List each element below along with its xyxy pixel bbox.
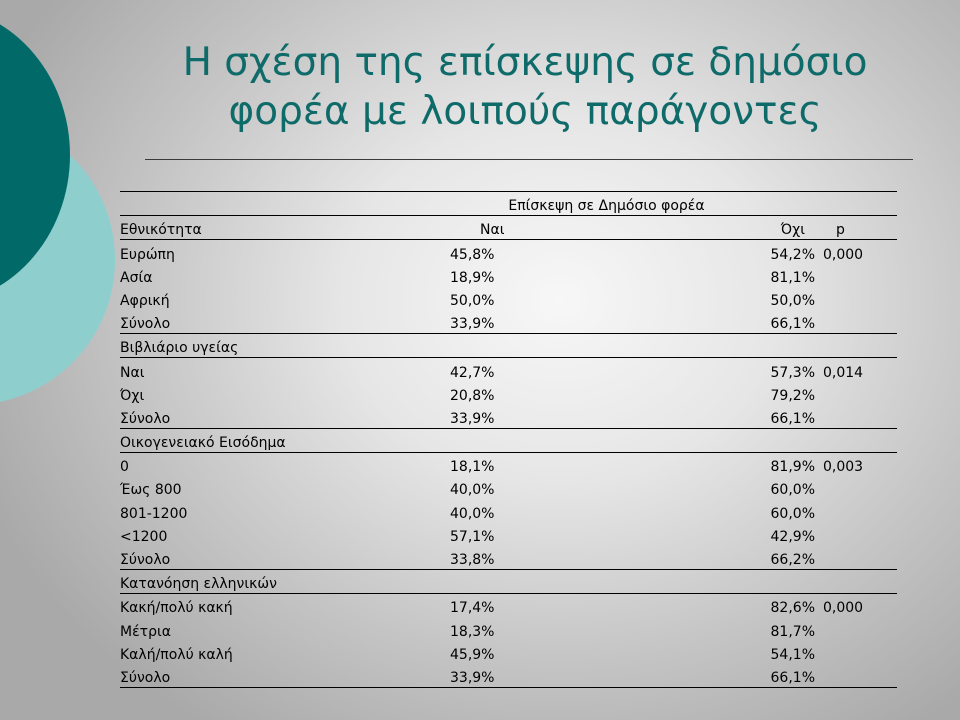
empty-cell — [815, 570, 897, 594]
value-no: 66,1% — [620, 405, 815, 429]
row-label: Σύνολο — [120, 546, 448, 570]
table-row — [120, 499, 897, 522]
value-no: 50,0% — [770, 292, 815, 309]
value-p — [815, 405, 897, 429]
value-p — [815, 382, 897, 405]
row-label: Καλή/πολύ καλή — [120, 646, 233, 663]
table-body — [120, 192, 897, 688]
value-no: 54,1% — [770, 646, 815, 663]
column-header-no: Όχι — [620, 216, 815, 240]
row-label: 801-1200 — [120, 505, 188, 522]
section-header-row — [120, 334, 897, 358]
value-no: 82,6% — [770, 600, 815, 617]
value-p — [815, 546, 897, 570]
value-p: 0,000 — [823, 600, 864, 617]
value-p — [815, 523, 897, 546]
group-header-label: Επίσκεψη σε Δημόσιο φορέα — [448, 192, 815, 216]
value-p: 0,003 — [823, 459, 864, 476]
slide-title — [120, 38, 930, 136]
value-yes: 50,0% — [450, 292, 495, 309]
value-yes: 57,1% — [450, 528, 495, 545]
value-no: 81,9% — [770, 459, 815, 476]
value-yes: 33,9% — [448, 405, 620, 429]
row-label: Μέτρια — [120, 623, 171, 640]
value-yes: 42,7% — [450, 364, 495, 381]
value-yes: 45,9% — [450, 646, 495, 663]
value-no: 57,3% — [770, 364, 815, 381]
value-yes: 40,0% — [450, 482, 495, 499]
table-row — [120, 594, 897, 618]
value-p — [815, 476, 897, 499]
value-p — [815, 664, 897, 688]
value-yes: 20,8% — [450, 387, 495, 404]
value-yes: 45,8% — [450, 246, 495, 263]
table-row — [120, 405, 897, 429]
table-row — [120, 240, 897, 264]
value-yes: 33,9% — [448, 664, 620, 688]
table-row — [120, 287, 897, 310]
empty-cell — [448, 428, 620, 452]
row-label: Ασία — [120, 269, 153, 286]
value-no: 81,1% — [770, 269, 815, 286]
section-title: Οικογενειακό Εισόδημα — [120, 428, 448, 452]
slide-title-line2: φορέα με λοιπούς παράγοντες — [228, 89, 822, 134]
value-p: 0,014 — [823, 364, 864, 381]
value-no: 66,1% — [620, 664, 815, 688]
row-label: Αφρική — [120, 292, 170, 309]
table-row — [120, 358, 897, 382]
cross-tab-table — [120, 191, 897, 688]
value-p: 0,000 — [823, 246, 864, 263]
value-p — [815, 264, 897, 287]
table-row — [120, 264, 897, 287]
row-label: Κακή/πολύ κακή — [120, 600, 233, 617]
empty-cell — [815, 428, 897, 452]
value-yes: 18,9% — [450, 269, 495, 286]
value-no: 66,1% — [620, 310, 815, 334]
value-yes: 40,0% — [450, 505, 495, 522]
group-header-spacer-right — [815, 192, 897, 216]
section-header-row — [120, 570, 897, 594]
value-p — [815, 499, 897, 522]
title-divider — [145, 159, 913, 160]
table-row — [120, 546, 897, 570]
group-header-spacer — [120, 192, 448, 216]
row-label: 0 — [120, 459, 129, 476]
value-yes: 18,1% — [450, 459, 495, 476]
row-label: Όχι — [120, 387, 145, 404]
row-label: Σύνολο — [120, 405, 448, 429]
slide-title-line1: Η σχέση της επίσκεψης σε δημόσιο — [182, 40, 868, 85]
row-label: Έως 800 — [120, 482, 182, 499]
empty-cell — [620, 428, 815, 452]
section-title: Βιβλιάριο υγείας — [120, 334, 448, 358]
empty-cell — [620, 570, 815, 594]
empty-cell — [448, 334, 620, 358]
value-yes: 33,8% — [448, 546, 620, 570]
row-label: Σύνολο — [120, 664, 448, 688]
value-p — [815, 310, 897, 334]
value-p — [815, 641, 897, 664]
column-header-p: p — [815, 216, 897, 240]
value-no: 79,2% — [770, 387, 815, 404]
table-row — [120, 664, 897, 688]
value-no: 60,0% — [770, 505, 815, 522]
row-label: Ευρώπη — [120, 246, 175, 263]
value-no: 42,9% — [770, 528, 815, 545]
table-row — [120, 382, 897, 405]
value-p — [815, 287, 897, 310]
table-row — [120, 310, 897, 334]
section-header-row — [120, 216, 897, 240]
row-label: Σύνολο — [120, 310, 448, 334]
value-p — [815, 617, 897, 640]
section-title: Κατανόηση ελληνικών — [120, 570, 448, 594]
row-label: <1200 — [120, 528, 168, 545]
value-no: 66,2% — [620, 546, 815, 570]
table-row — [120, 523, 897, 546]
section-title: Εθνικότητα — [120, 216, 448, 240]
empty-cell — [620, 334, 815, 358]
value-no: 54,2% — [770, 246, 815, 263]
group-header-row — [120, 192, 897, 216]
empty-cell — [448, 570, 620, 594]
value-yes: 17,4% — [450, 600, 495, 617]
column-header-yes: Ναι — [448, 216, 620, 240]
value-no: 60,0% — [770, 482, 815, 499]
row-label: Ναι — [120, 364, 145, 381]
table-row — [120, 453, 897, 477]
value-yes: 18,3% — [450, 623, 495, 640]
value-yes: 33,9% — [448, 310, 620, 334]
value-no: 81,7% — [770, 623, 815, 640]
table-row — [120, 641, 897, 664]
table-row — [120, 617, 897, 640]
empty-cell — [815, 334, 897, 358]
table-row — [120, 476, 897, 499]
section-header-row — [120, 428, 897, 452]
